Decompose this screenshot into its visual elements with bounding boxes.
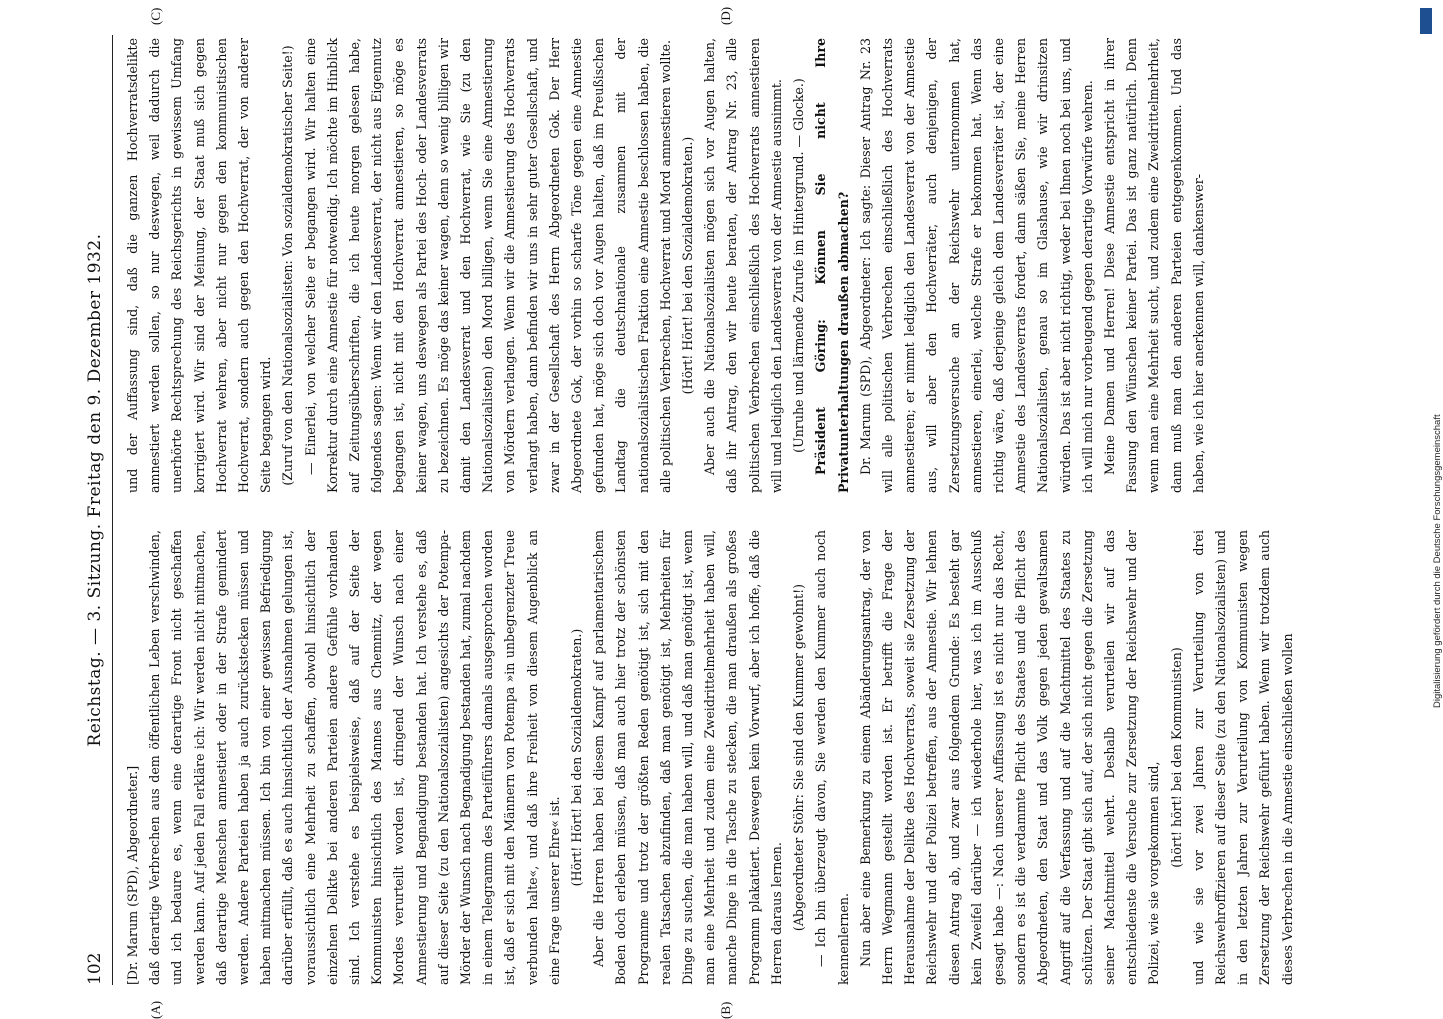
paragraph: Dr. Marum (SPD), Abgeordneter: Ich sagte: Dieser Antrag Nr. 23 will alle politischen Verbrechen einschließlich des Hochverrats amnestieren; er nimmt lediglich den Landesverrat von der Amnestie aus, will aber den Hochverräter, auch denjenigen, der Zersetzungsversuche an der Reichswehr unternommen hat, amnestieren, einerlei, welche Strafe er bekommen hat. Wenn das richtig wäre, daß derjenige gleich dem Landesverräter ist, der eine Amnestie des Landesverrats fordert, dann säßen Sie, meine Herren Nationalsozialisten, genau so im Glashause, wie wir drinsitzen würden. Das ist aber nicht richtig, weder bei Ihnen noch bei uns, und ich will mich nur vorbeugend gegen derartige Vorwürfe wehren.	[857, 38, 1095, 493]
interjection: (Zuruf von den Nationalsozialisten: Von sozialdemokratischer Seite!)	[280, 45, 296, 486]
interjection: (Abgeordneter Stöhr: Sie sind den Kummer gewohnt!)	[791, 583, 807, 932]
margin-mark-b: (B)	[718, 1001, 733, 1019]
interjection: (Unruhe und lärmende Zurufe im Hintergrund. — Glocke.)	[791, 78, 807, 453]
paragraph: Aber die Herren haben bei diesem Kampf auf parlamentarischem Boden doch erleben müssen, daß man auch hier trotz der schönsten Programme und trotz der größten Reden genötigt ist, sich mit den realen Tatsachen abzufinden, daß man genötigt ist, Mehrheiten für Dinge zu suchen, die man haben will, und daß man genötigt ist, wenn man eine Mehrheit und zudem eine Zweidrittelmehrheit haben will, manche Dinge in die Tasche zu stecken, die man draußen als großes Programm plakatiert. Deswegen kein Vorwurf, aber ich hoffe, daß die Herren daraus lernen.	[591, 530, 784, 985]
interjection: (Hört! Hört! bei den Sozialdemokraten.)	[680, 136, 696, 395]
running-title: Reichstag. — 3. Sitzung. Freitag den 9. Dezember 1932.	[85, 233, 105, 747]
rotated-page	[78, 6, 1348, 1019]
left-column	[122, 530, 1299, 985]
margin-mark-a: (A)	[148, 1000, 163, 1019]
page-header	[78, 35, 113, 985]
credit-text: Digitalisierung gefördert durch die Deutsche Forschungsgemeinschaft	[1432, 414, 1443, 708]
paragraph: — Einerlei, von welcher Seite er begangen wird. Wir halten eine Korrektur durch eine Amnestie für notwendig. Ich möchte im Hinblick auf Zeitungsüberschriften, die ich heute morgen gelesen habe, folgendes sagen: Wenn wir den Landesverrat, der nicht aus Eigennutz begangen ist, nicht mit den Hochverrat amnestieren, so möge es keiner wagen, uns deswegen als Partei des Hoch- oder Landesverrats zu bezeichnen. Es möge das keiner wagen, denn so wenig billigen wir damit den Landesverrat und den Hochverrat, wie Sie (zu den Nationalsozialisten) den Mord billigen, wenn Sie eine Amnestierung von Mördern verlangen. Wenn wir die Amnestierung des Hochverrats verlangt haben, dann befinden wir uns in sehr guter Gesellschaft, und zwar in der Gesellschaft des Herrn Abgeordneten Gok. Der Herr Abgeordnete Gok, der vorhin so scharfe Töne gegen eine Amnestie gefunden hat, möge sich doch vor Augen halten, daß im Preußischen Landtag die deutschnationale zusammen mit der nationalsozialistischen Fraktion eine Amnestie beschlossen haben, die alle politischen Verbrechen, Hochverrat und Mord amnestieren wollte.	[302, 38, 673, 493]
interjection: (hört! hört! bei den Kommunisten)	[1168, 647, 1184, 868]
speaker-line: [Dr. Marum (SPD), Abgeordneter.]	[125, 765, 140, 985]
president-remark: Präsident Göring: Können Sie nicht Ihre Privatunterhaltungen draußen abmachen?	[813, 38, 851, 493]
paragraph: daß derartige Verbrechen aus dem öffentlichen Leben verschwinden, und ich bedaure es, wenn eine derartige Front nicht geschaffen werden kann. Auf jeden Fall erkläre ich: Wir werden nicht mitmachen, daß derartige Menschen amnestiert oder in der Strafe gemindert werden. Andere Parteien haben ja auch zurückstecken müssen und haben mitmachen müssen. Ich bin von einer gewissen Befriedigung darüber erfüllt, daß es auch hinsichtlich der Ausnahmen gelungen ist, voraussichtlich eine Mehrheit zu schaffen, obwohl hinsichtlich der einzelnen Delikte bei anderen Parteien andere Gefühle vorhanden sind. Ich verstehe es beispielsweise, daß auf der Seite der Kommunisten hinsichtlich des Mannes aus Chemnitz, der wegen Mordes verurteilt worden ist, dringend der Wunsch nach einer Amnestierung und Begnadigung bestanden hat. Ich verstehe es, daß auf dieser Seite (zu den Nationalsozialisten) angesichts der Potempa-Mörder der Wunsch nach Begnadigung bestanden hat, zumal nachdem in einem Telegramm des Parteiführers damals ausgesprochen worden ist, daß er sich mit den Männern von Potempa »in unbegrenzter Treue verbunden halte«, und daß ihre Freiheit von diesem Augenblick an eine Frage unserer Ehre« ist.	[147, 530, 562, 985]
dfg-logo: DFG	[1420, 8, 1432, 34]
interjection: (Hört! Hört! bei den Sozialdemokraten.)	[569, 628, 585, 887]
paragraph: und der Auffassung sind, daß die ganzen Hochverratsdelikte amnestiert werden sollen, so nur deswegen, weil dadurch die unerhörte Rechtsprechung des Reichsgerichts in gewissem Umfang korrigiert wird. Wir sind der Meinung, der Staat muß sich gegen Hochverrat wehren, aber nicht nur gegen den kommunistischen Hochverrat, sondern auch gegen den Hochverrat, der von anderer Seite begangen wird.	[125, 38, 274, 493]
margin-mark-d: (D)	[718, 6, 733, 25]
paragraph: — Ich bin überzeugt davon, Sie werden den Kummer auch noch kennenlernen.	[813, 530, 851, 985]
right-column	[122, 38, 1210, 493]
paragraph: und wie sie vor zwei Jahren zur Verurteilung von drei Reichswehroffizieren auf dieser Seite (zu den Nationalsozialisten) und in den letzten Jahren zur Verurteilung von Kommunisten wegen Zersetzung der Reichswehr geführt haben. Wenn wir trotzdem auch dieses Verbrechen in die Amnestie einschließen wollen	[1190, 530, 1295, 985]
paragraph: Meine Damen und Herren! Diese Amnestie entspricht in ihrer Fassung den Wünschen keiner Partei. Das ist ganz natürlich. Denn wenn man eine Mehrheit sucht, und zudem eine Zweidrittelmehrheit, dann muß man den anderen Parteien entgegenkommen. Und das haben, wie ich hier anerkennen will, dankenswer-	[1101, 38, 1206, 493]
page-number: 102	[85, 952, 105, 985]
paragraph: Aber auch die Nationalsozialisten mögen sich vor Augen halten, daß ihr Antrag, den wir heute beraten, der Antrag Nr. 23, alle politischen Verbrechen einschließlich des Hochverrats amnestieren will und lediglich den Landesverrat von der Amnestie ausnimmt.	[702, 38, 784, 493]
paragraph: Nun aber eine Bemerkung zu einem Abänderungsantrag, der von Herrn Wegmann gestellt worden ist. Er betrifft die Frage der Herausnahme der Delikte des Hochverrats, soweit sie Zersetzung der Reichswehr und der Polizei betreffen, aus der Amnestie. Wir lehnen diesen Antrag ab, und zwar aus folgendem Grunde: Es besteht gar kein Zweifel darüber — ich wiederhole hier, was ich im Ausschuß gesagt habe —: Nach unserer Auffassung ist es nicht nur das Recht, sondern es ist die verdammte Pflicht des Staates und die Pflicht des Abgeordneten, den Staat und das Volk gegen jeden gewaltsamen Angriff auf die Verfassung und auf die Machtmittel des Staates zu schützen. Der Staat gibt sich auf, der sich nicht gegen die Zersetzung seiner Machtmittel wehrt. Deshalb verurteilen wir auf das entschiedenste die Versuche zur Zersetzung der Reichswehr und der Polizei, wie sie vorgekommen sind,	[857, 530, 1162, 985]
margin-mark-c: (C)	[148, 7, 163, 25]
